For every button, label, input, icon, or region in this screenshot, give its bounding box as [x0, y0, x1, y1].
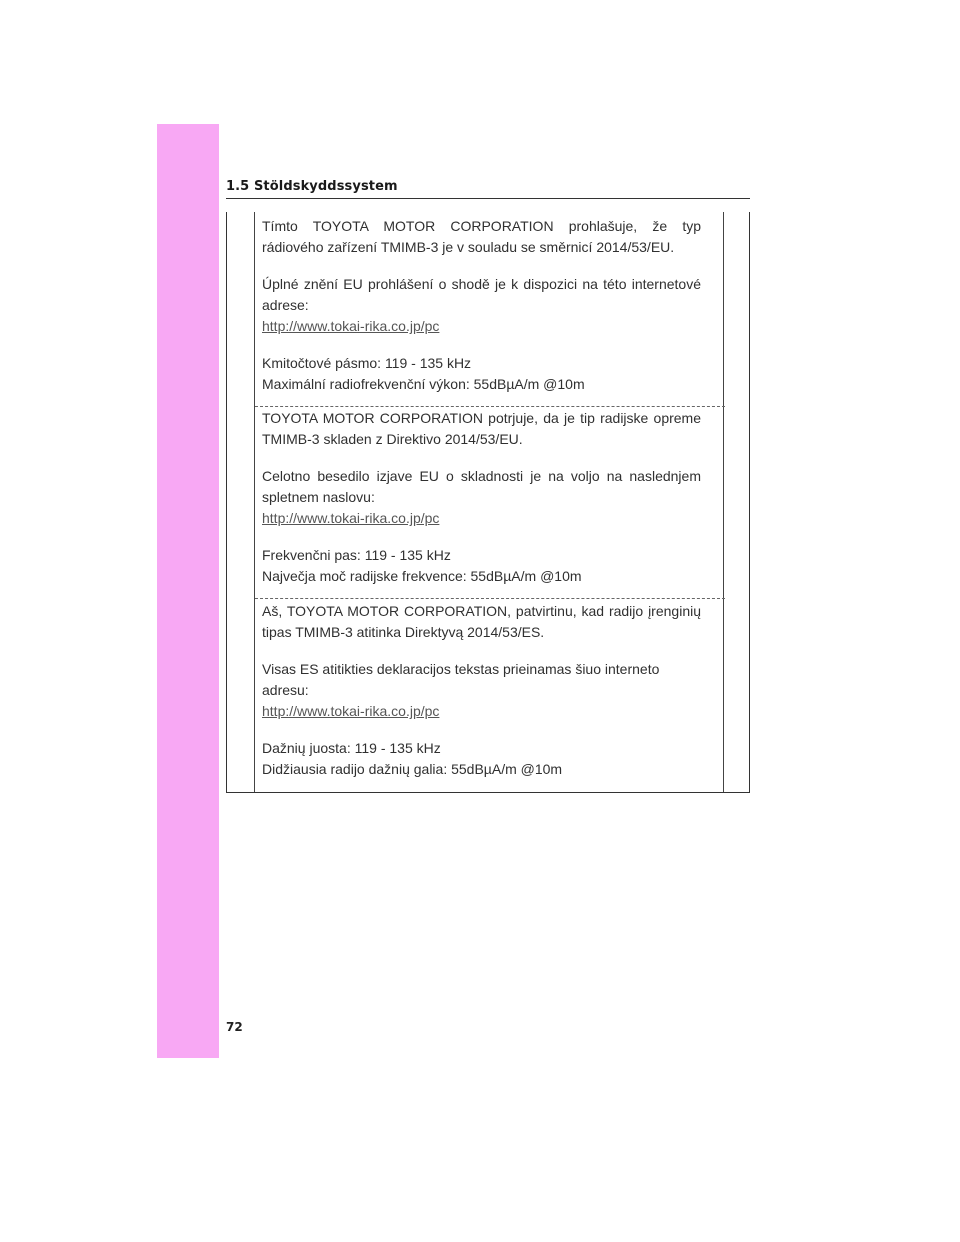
declaration-availability-cont: adrese: [262, 297, 309, 313]
declaration-block-slovenian [255, 408, 725, 587]
declaration-statement-cont: TMIMB-3 skladen z Direktivo 2014/53/EU. [262, 431, 523, 447]
declaration-url-link[interactable]: http://www.tokai-rika.co.jp/pc [262, 510, 440, 526]
declaration-box [226, 212, 750, 793]
block-divider [255, 406, 725, 407]
declaration-statement: Tímto TOYOTA MOTOR CORPORATION prohlašuje, že typ [262, 218, 701, 234]
max-power: Maximální radiofrekvenční výkon: 55dBµA/m @10m [262, 376, 585, 392]
declaration-content [254, 212, 724, 792]
declaration-statement: Aš, TOYOTA MOTOR CORPORATION, patvirtinu, kad radijo įrenginių [262, 603, 701, 619]
frequency-band: Dažnių juosta: 119 - 135 kHz [262, 740, 441, 756]
declaration-availability: Úplné znění EU prohlášení o shodě je k dispozici na této internetové [262, 276, 701, 292]
declaration-statement: TOYOTA MOTOR CORPORATION potrjuje, da je tip radijske opreme [262, 410, 701, 426]
header-rule [226, 198, 750, 199]
section-color-tab [157, 124, 219, 1058]
declaration-url-link[interactable]: http://www.tokai-rika.co.jp/pc [262, 318, 440, 334]
declaration-block-lithuanian [255, 601, 725, 780]
declaration-url-link[interactable]: http://www.tokai-rika.co.jp/pc [262, 703, 440, 719]
declaration-statement-cont: rádiového zařízení TMIMB-3 je v souladu se směrnicí 2014/53/EU. [262, 239, 675, 255]
page-number: 72 [226, 1020, 243, 1034]
declaration-availability-cont: spletnem naslovu: [262, 489, 375, 505]
declaration-availability: Visas ES atitikties deklaracijos tekstas prieinamas šiuo interneto [262, 661, 660, 677]
block-divider [255, 598, 725, 599]
declaration-availability: Celotno besedilo izjave EU o skladnosti je na voljo na naslednjem [262, 468, 701, 484]
max-power: Didžiausia radijo dažnių galia: 55dBµA/m @10m [262, 761, 563, 777]
declaration-statement-cont: tipas TMIMB-3 atitinka Direktyvą 2014/53/ES. [262, 624, 545, 640]
max-power: Največja moč radijske frekvence: 55dBµA/m @10m [262, 568, 582, 584]
frequency-band: Kmitočtové pásmo: 119 - 135 kHz [262, 355, 472, 371]
declaration-block-czech [255, 216, 725, 395]
declaration-availability-cont: adresu: [262, 682, 309, 698]
frequency-band: Frekvenčni pas: 119 - 135 kHz [262, 547, 451, 563]
section-header: 1.5 Stöldskyddssystem [226, 179, 398, 194]
